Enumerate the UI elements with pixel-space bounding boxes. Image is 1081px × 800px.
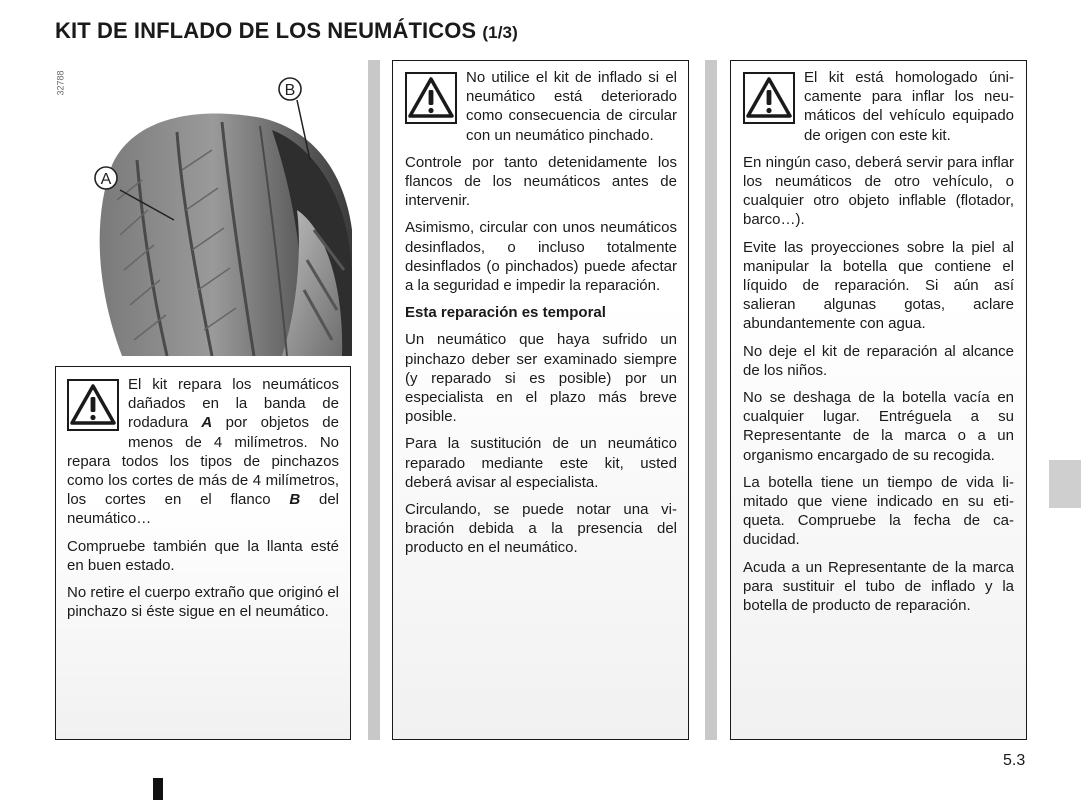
box2-subheading: Esta reparación es temporal xyxy=(405,304,606,322)
box3-paragraph-5: No se deshaga de la botella vacía en cualquier lugar. Entréguela a su Representante de la marca o a un organismo encargado de su recogida. xyxy=(743,389,1014,464)
warning-box-kit-usage xyxy=(730,60,1027,740)
tire-shape xyxy=(100,113,352,356)
box2-paragraph-2: Controle por tanto detenidamente los flancos de los neumáticos antes de intervenir. xyxy=(405,153,677,210)
page-number: 5.3 xyxy=(1003,752,1026,769)
box3-paragraph-2: En ningún caso, deberá servir para inflar los neumáticos de otro vehículo, o cualquier otro objeto inflable (flotador, barco…). xyxy=(743,153,1014,229)
page-title-main: KIT DE INFLADO DE LOS NEUMÁTICOS xyxy=(55,18,477,43)
label-a xyxy=(95,167,117,189)
label-a-text: A xyxy=(100,171,112,188)
figure-code-text: 32788 xyxy=(55,70,66,96)
column-divider xyxy=(368,60,380,740)
box2-paragraph-7: Circulando, se puede notar una vibración debida a la presencia del producto en el neumático. xyxy=(405,501,677,557)
warning-box-tire-repair xyxy=(55,366,351,740)
box1-paragraph-1: El kit repara los neumáticos dañados en la banda de rodadura A por objetos de menos de 4 milímetros. No repara todos los tipos de pinchazos como los cortes de más de 4 milímetros, los cortes en el flanco B del neumático… xyxy=(67,376,340,528)
column-divider xyxy=(705,60,717,740)
section-tab xyxy=(1049,460,1081,508)
warning-triangle-icon xyxy=(67,379,119,431)
box1-paragraph-2: Compruebe también que la llanta esté en buen estado. xyxy=(67,537,339,574)
label-b-text: B xyxy=(284,82,296,99)
warning-box-damaged-tire xyxy=(392,60,689,740)
box3-paragraph-6: La botella tiene un tiempo de vida limitado que viene indicado en su etiqueta. Compruebe la fecha de caducidad. xyxy=(743,473,1014,549)
box2-paragraph-1: No utilice el kit de inflado si el neumático está deteriorado como consecuencia de circular con un neumático pinchado. xyxy=(466,69,677,144)
tire-illustration xyxy=(82,60,352,356)
page-title xyxy=(55,18,518,44)
figure-code xyxy=(55,66,72,102)
page-title-part: (1/3) xyxy=(482,23,518,42)
box3-paragraph-3: Evite las proyecciones sobre la piel al manipular la botella que contiene el líquido de reparación. Si aún así salieran algunas gotas, aclare abundantemente con agua. xyxy=(743,238,1014,333)
box3-paragraph-4: No deje el kit de reparación al alcance de los niños. xyxy=(743,342,1014,379)
crop-mark xyxy=(153,778,163,800)
label-b xyxy=(279,78,301,100)
box2-paragraph-5: Un neumático que haya sufrido un pinchazo deber ser examinado siempre (y reparado si es posible) por un especialista en el plazo más breve posible. xyxy=(405,331,677,426)
box3-paragraph-7: Acuda a un Representante de la marca para sustituir el tubo de inflado y la botella de producto de reparación. xyxy=(743,558,1014,615)
box2-paragraph-6: Para la sustitución de un neumático reparado mediante este kit, usted deberá avisar al especialista. xyxy=(405,435,677,491)
warning-triangle-icon xyxy=(743,72,795,124)
box3-paragraph-1: El kit está homologado únicamente para inflar los neumáticos del vehículo equipado de origen con este kit. xyxy=(804,69,1014,144)
box2-paragraph-3: Asimismo, circular con unos neumáticos desinflados, o incluso totalmente desinflados (o pinchados) puede afectar a la seguridad e impedir la reparación. xyxy=(405,219,677,295)
box1-paragraph-3: No retire el cuerpo extraño que originó el pinchazo si éste sigue en el neumático. xyxy=(67,584,339,621)
warning-triangle-icon xyxy=(405,72,457,124)
